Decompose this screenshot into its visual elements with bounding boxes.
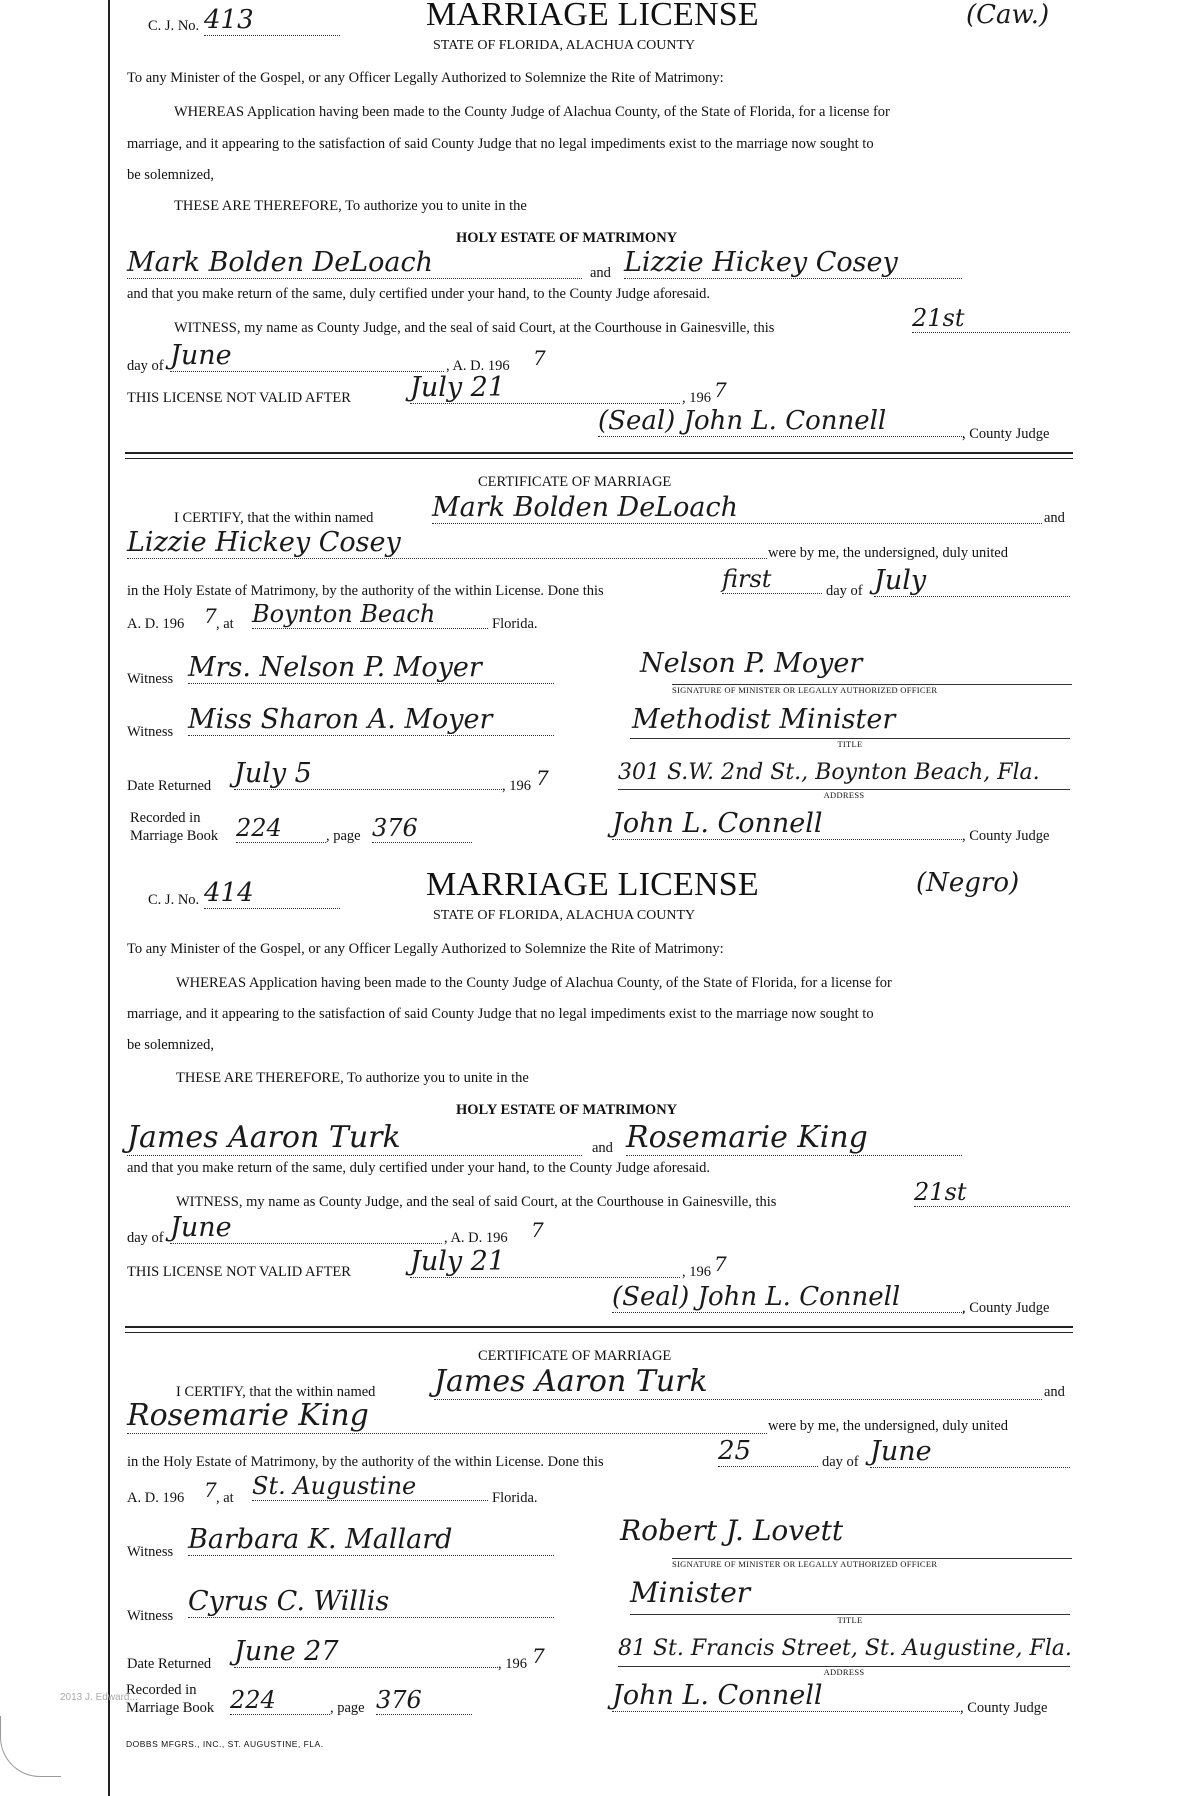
ad-label-2: A. D. 196 — [127, 1490, 185, 1506]
whereas-line-3: be solemnized, — [127, 167, 214, 183]
return-line: and that you make return of the same, duly certified under your hand, to the County Judge aforesaid. — [127, 286, 711, 302]
license-month: June — [170, 1212, 442, 1244]
officiant-title: Minister — [630, 1576, 751, 1609]
not-valid-date: July 21 — [410, 1246, 680, 1278]
done-month: July — [874, 565, 1070, 597]
not-valid-label: THIS LICENSE NOT VALID AFTER — [127, 390, 351, 406]
cj-label: C. J. No. — [148, 892, 200, 908]
title-caption: TITLE — [630, 738, 1070, 749]
witness-line: WITNESS, my name as County Judge, and the seal of said Court, at the Courthouse in Gainesville, this — [176, 1194, 777, 1210]
cert-and-label: and — [1044, 1384, 1065, 1400]
page-label: , page — [330, 1700, 365, 1716]
ad-year-2: 7 — [204, 604, 217, 628]
day-of-label-2: day of — [826, 583, 863, 599]
whereas-line-3: be solemnized, — [127, 1037, 214, 1053]
returned-year: 7 — [532, 1644, 545, 1668]
cert-bride-name: Lizzie Hickey Cosey — [127, 527, 767, 559]
marriage-book-label: Marriage Book — [130, 828, 219, 844]
whereas-line-2: marriage, and it appearing to the satisfaction of said County Judge that no legal impediments exist to the marriage now sought to — [127, 1006, 874, 1022]
copyright-stamp: 2013 J. Edward... — [60, 1692, 138, 1703]
united-label: were by me, the undersigned, duly united — [768, 1418, 1008, 1434]
and-label: and — [592, 1140, 613, 1156]
witness-1-name: Barbara K. Mallard — [188, 1524, 554, 1556]
county-judge-label: , County Judge — [962, 1300, 1050, 1316]
holy-estate-line: in the Holy Estate of Matrimony, by the authority of the within License. Done this — [127, 583, 604, 599]
certificate-title: CERTIFICATE OF MARRIAGE — [478, 474, 672, 490]
officiant-signature: Robert J. Lovett — [620, 1514, 844, 1547]
county-judge-label-2: , County Judge — [960, 1700, 1048, 1716]
page-number: 376 — [372, 814, 472, 843]
not-valid-year: 7 — [714, 378, 727, 402]
whereas-line-1: WHEREAS Application having been made to the County Judge of Alachua County, of the State of Florida, for a license for — [174, 104, 890, 120]
witness-2-label: Witness — [127, 1608, 174, 1624]
section-divider-thin — [125, 1332, 1073, 1333]
book-number: 224 — [236, 814, 326, 843]
returned-year-label: , 196 — [498, 1656, 527, 1672]
certificate-title: CERTIFICATE OF MARRIAGE — [478, 1348, 672, 1364]
witness-day: 21st — [914, 1178, 1070, 1207]
cj-number: 413 — [204, 5, 340, 36]
to-line: To any Minister of the Gospel, or any Officer Legally Authorized to Solemnize the Rite of Matrimony: — [127, 941, 724, 957]
holy-estate-heading: HOLY ESTATE OF MATRIMONY — [456, 230, 678, 246]
whereas-line-1: WHEREAS Application having been made to the County Judge of Alachua County, of the State of Florida, for a license for — [176, 975, 892, 991]
marriage-book-label: Marriage Book — [126, 1700, 215, 1716]
these-are-line: THESE ARE THEREFORE, To authorize you to unite in the — [176, 1070, 529, 1086]
witness-line: WITNESS, my name as County Judge, and the seal of said Court, at the Courthouse in Gainesville, this — [174, 320, 775, 336]
bride-name: Rosemarie King — [626, 1120, 962, 1156]
license-title: MARRIAGE LICENSE — [426, 866, 759, 903]
license-subtitle: STATE OF FLORIDA, ALACHUA COUNTY — [433, 38, 696, 53]
cj-label: C. J. No. — [148, 18, 200, 34]
ad-year-2: 7 — [204, 1478, 217, 1502]
witness-1-label: Witness — [127, 1544, 174, 1560]
cj-number: 414 — [204, 878, 340, 909]
ad-label-2: A. D. 196 — [127, 616, 185, 632]
license-month: June — [170, 340, 444, 372]
date-returned: July 5 — [234, 758, 502, 790]
day-of-label-2: day of — [822, 1454, 859, 1470]
license-title: MARRIAGE LICENSE — [426, 0, 759, 33]
day-of-label: day of — [127, 1230, 164, 1246]
witness-2-name: Cyrus C. Willis — [188, 1586, 554, 1618]
witness-1-label: Witness — [127, 671, 174, 687]
done-day: first — [722, 565, 822, 594]
officiant-caption: SIGNATURE OF MINISTER OR LEGALLY AUTHORIZED OFFICER — [672, 684, 1072, 695]
judge-signature: (Seal) John L. Connell — [612, 1282, 964, 1313]
ad-label: , A. D. 196 — [446, 358, 510, 374]
recorded-in-label: Recorded in — [130, 810, 201, 826]
united-label: were by me, the undersigned, duly united — [768, 545, 1008, 561]
cert-bride-name: Rosemarie King — [127, 1398, 767, 1434]
day-of-label: day of — [127, 358, 164, 374]
ad-year: 7 — [531, 1218, 544, 1242]
bride-name: Lizzie Hickey Cosey — [624, 247, 962, 279]
returned-year-label: , 196 — [502, 778, 531, 794]
date-returned-label: Date Returned — [127, 778, 212, 794]
done-month: June — [870, 1436, 1070, 1468]
florida-label: Florida. — [492, 1490, 538, 1506]
returned-year: 7 — [536, 766, 549, 790]
holy-estate-heading: HOLY ESTATE OF MATRIMONY — [456, 1102, 678, 1118]
cert-groom-name: James Aaron Turk — [434, 1364, 1042, 1400]
cert-and-label: and — [1044, 510, 1065, 526]
marriage-place: St. Augustine — [252, 1472, 488, 1501]
left-margin-rule — [108, 0, 110, 1796]
not-valid-date: July 21 — [410, 372, 680, 404]
return-line: and that you make return of the same, duly certified under your hand, to the County Judge aforesaid. — [127, 1160, 711, 1176]
ad-year: 7 — [533, 346, 546, 370]
cert-groom-name: Mark Bolden DeLoach — [432, 492, 1042, 524]
date-returned-label: Date Returned — [127, 1656, 212, 1672]
florida-label: Florida. — [492, 616, 538, 632]
county-judge-label-2: , County Judge — [962, 828, 1050, 844]
race-annotation: (Negro) — [916, 868, 1020, 898]
officiant-signature: Nelson P. Moyer — [640, 648, 863, 679]
not-valid-year: 7 — [714, 1252, 727, 1276]
to-line: To any Minister of the Gospel, or any Officer Legally Authorized to Solemnize the Rite of Matrimony: — [127, 70, 724, 86]
address-caption: ADDRESS — [618, 789, 1070, 800]
marriage-place: Boynton Beach — [252, 600, 488, 629]
section-divider — [125, 452, 1073, 454]
certify-label: I CERTIFY, that the within named — [174, 510, 374, 526]
at-label: , at — [216, 1490, 234, 1506]
witness-2-label: Witness — [127, 724, 174, 740]
and-label: and — [590, 265, 611, 281]
county-judge-label: , County Judge — [962, 426, 1050, 442]
at-label: , at — [216, 616, 234, 632]
section-divider — [125, 1326, 1073, 1328]
not-valid-year-label: , 196 — [682, 1264, 711, 1280]
witness-2-name: Miss Sharon A. Moyer — [188, 704, 554, 736]
certify-label: I CERTIFY, that the within named — [176, 1384, 376, 1400]
section-divider-thin — [125, 458, 1073, 459]
ad-label: , A. D. 196 — [444, 1230, 508, 1246]
page-corner-curve — [0, 1716, 61, 1777]
page-number: 376 — [376, 1686, 472, 1715]
officiant-address: 81 St. Francis Street, St. Augustine, Fla. — [618, 1636, 1072, 1661]
judge-signature: (Seal) John L. Connell — [598, 406, 964, 437]
date-returned: June 27 — [234, 1636, 498, 1668]
groom-name: James Aaron Turk — [127, 1120, 582, 1156]
recorder-signature: John L. Connell — [612, 808, 964, 840]
book-number: 224 — [230, 1686, 330, 1715]
address-caption: ADDRESS — [618, 1666, 1070, 1677]
officiant-title: Methodist Minister — [632, 704, 896, 735]
title-caption: TITLE — [630, 1614, 1070, 1625]
witness-day: 21st — [912, 304, 1070, 333]
officiant-address: 301 S.W. 2nd St., Boynton Beach, Fla. — [618, 760, 1040, 785]
done-day: 25 — [718, 1436, 818, 1467]
whereas-line-2: marriage, and it appearing to the satisfaction of said County Judge that no legal impediments exist to the marriage now sought to — [127, 136, 874, 152]
license-subtitle: STATE OF FLORIDA, ALACHUA COUNTY — [433, 908, 696, 923]
recorded-in-label: Recorded in — [126, 1682, 197, 1698]
groom-name: Mark Bolden DeLoach — [127, 247, 582, 279]
holy-estate-line: in the Holy Estate of Matrimony, by the authority of the within License. Done this — [127, 1454, 604, 1470]
these-are-line: THESE ARE THEREFORE, To authorize you to unite in the — [174, 198, 527, 214]
recorder-signature: John L. Connell — [612, 1680, 962, 1712]
witness-1-name: Mrs. Nelson P. Moyer — [188, 652, 554, 684]
race-annotation: (Caw.) — [966, 0, 1050, 30]
printer-imprint: DOBBS MFGRS., INC., ST. AUGUSTINE, FLA. — [126, 1739, 324, 1749]
not-valid-year-label: , 196 — [682, 390, 711, 406]
officiant-caption: SIGNATURE OF MINISTER OR LEGALLY AUTHORIZED OFFICER — [672, 1558, 1072, 1569]
not-valid-label: THIS LICENSE NOT VALID AFTER — [127, 1264, 351, 1280]
page-label: , page — [326, 828, 361, 844]
